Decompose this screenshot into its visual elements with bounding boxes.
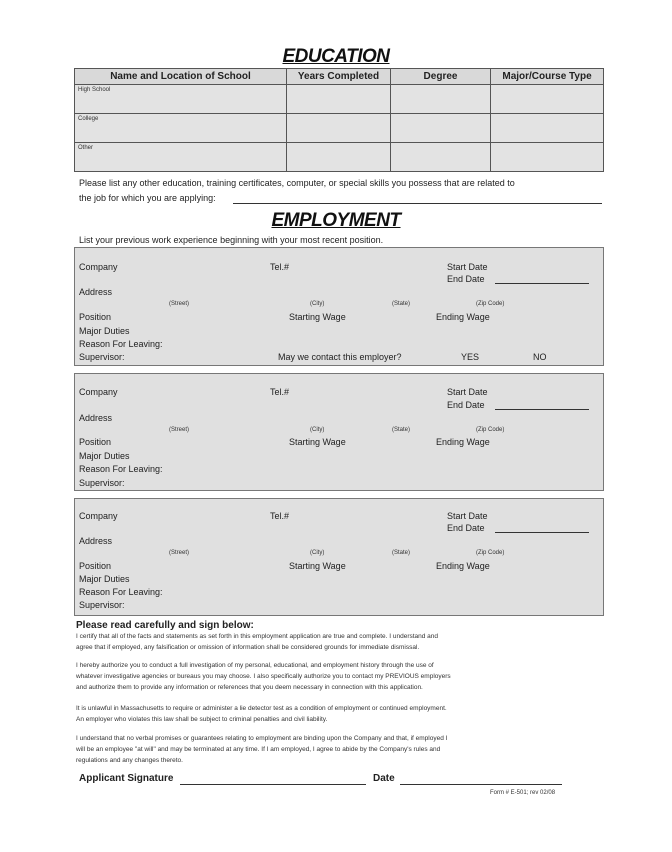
supervisor-label: Supervisor: [79, 600, 125, 610]
row-label-other: Other [78, 145, 94, 151]
street-hint: (Street) [169, 550, 190, 556]
school-field-other[interactable] [75, 143, 287, 172]
at-will-line-2: will be an employee "at will" and may be terminated at any time. If I am employed, I agree to abide by the Company's rules and [76, 746, 441, 753]
contact-question: May we contact this employer? [278, 352, 402, 362]
end-date-input-line[interactable] [495, 409, 589, 410]
ending-wage-label: Ending Wage [436, 437, 490, 447]
school-field-college[interactable] [75, 114, 287, 143]
skills-prompt-line2: the job for which you are applying: [79, 193, 216, 203]
street-hint: (Street) [169, 301, 190, 307]
address-label: Address [79, 287, 113, 297]
end-date-label: End Date [447, 523, 485, 533]
zip-hint: (Zip Code) [476, 301, 505, 307]
education-table [74, 68, 604, 172]
degree-field[interactable] [391, 114, 491, 143]
employer-block-2 [74, 373, 604, 491]
employer-block-3 [74, 498, 604, 616]
major-duties-label: Major Duties [79, 574, 130, 584]
ending-wage-label: Ending Wage [436, 312, 490, 322]
company-label: Company [79, 262, 118, 272]
zip-hint: (Zip Code) [476, 427, 505, 433]
end-date-input-line[interactable] [495, 532, 589, 533]
city-hint: (City) [310, 427, 325, 433]
major-field[interactable] [491, 114, 604, 143]
starting-wage-label: Starting Wage [289, 561, 346, 571]
date-input-line[interactable] [400, 784, 562, 785]
major-field[interactable] [491, 143, 604, 172]
date-label: Date [373, 773, 395, 784]
start-date-label: Start Date [447, 511, 488, 521]
education-row-college [75, 114, 604, 143]
education-title: EDUCATION [282, 46, 390, 67]
lie-detector-line-2: An employer who violates this law shall be subject to criminal penalties and civil liability. [76, 716, 328, 723]
column-header-degree: Degree [391, 69, 491, 85]
city-hint: (City) [310, 301, 325, 307]
company-label: Company [79, 511, 118, 521]
address-label: Address [79, 413, 113, 423]
at-will-paragraph [76, 733, 526, 766]
certification-paragraph [76, 631, 526, 653]
starting-wage-label: Starting Wage [289, 312, 346, 322]
degree-field[interactable] [391, 85, 491, 114]
sign-heading: Please read carefully and sign below: [76, 620, 254, 631]
certification-line-1: I certify that all of the facts and statements as set forth in this employment application are true and complete. I understand and [76, 633, 439, 640]
row-label-high-school: High School [78, 87, 111, 93]
tel-label: Tel.# [270, 387, 290, 397]
state-hint: (State) [392, 427, 411, 433]
contact-yes-option[interactable]: YES [461, 352, 480, 362]
state-hint: (State) [392, 301, 411, 307]
tel-label: Tel.# [270, 262, 290, 272]
position-label: Position [79, 437, 112, 447]
authorization-line-1: I hereby authorize you to conduct a full investigation of my personal, educational, and employment history through the use of [76, 662, 434, 669]
reason-label: Reason For Leaving: [79, 464, 163, 474]
education-header-row [75, 69, 604, 85]
reason-label: Reason For Leaving: [79, 587, 163, 597]
end-date-input-line[interactable] [495, 283, 589, 284]
authorization-paragraph [76, 660, 526, 693]
reason-label: Reason For Leaving: [79, 339, 163, 349]
tel-label: Tel.# [270, 511, 290, 521]
end-date-label: End Date [447, 274, 485, 284]
major-field[interactable] [491, 85, 604, 114]
column-header-major: Major/Course Type [491, 69, 604, 85]
at-will-line-3: regulations and any changes thereto. [76, 757, 183, 764]
years-field[interactable] [287, 85, 391, 114]
street-hint: (Street) [169, 427, 190, 433]
form-number: Form # E-501; rev 02/08 [490, 790, 556, 796]
state-hint: (State) [392, 550, 411, 556]
school-field-high-school[interactable] [75, 85, 287, 114]
supervisor-label: Supervisor: [79, 352, 125, 362]
position-label: Position [79, 312, 112, 322]
column-header-school: Name and Location of School [75, 69, 287, 85]
employer-block-1 [74, 247, 604, 366]
education-row-high-school [75, 85, 604, 114]
applicant-signature-label: Applicant Signature [79, 773, 174, 784]
certification-line-2: agree that if employed, any falsification or omission of information shall be considered grounds for immediate dismissal. [76, 644, 420, 651]
at-will-line-1: I understand that no verbal promises or guarantees relating to employment are binding upon the Company and that, if employed I [76, 735, 448, 742]
zip-hint: (Zip Code) [476, 550, 505, 556]
start-date-label: Start Date [447, 387, 488, 397]
years-field[interactable] [287, 143, 391, 172]
city-hint: (City) [310, 550, 325, 556]
position-label: Position [79, 561, 112, 571]
major-duties-label: Major Duties [79, 451, 130, 461]
employment-title: EMPLOYMENT [271, 210, 401, 231]
starting-wage-label: Starting Wage [289, 437, 346, 447]
major-duties-label: Major Duties [79, 326, 130, 336]
years-field[interactable] [287, 114, 391, 143]
authorization-line-3: and authorize them to provide any information or references that you deem necessary in connection with this application. [76, 684, 423, 691]
degree-field[interactable] [391, 143, 491, 172]
employment-intro: List your previous work experience beginning with your most recent position. [79, 235, 384, 245]
applicant-signature-line[interactable] [180, 784, 366, 785]
end-date-label: End Date [447, 400, 485, 410]
skills-input-line[interactable] [233, 203, 602, 204]
supervisor-label: Supervisor: [79, 478, 125, 488]
ending-wage-label: Ending Wage [436, 561, 490, 571]
start-date-label: Start Date [447, 262, 488, 272]
contact-no-option[interactable]: NO [533, 352, 547, 362]
education-row-other [75, 143, 604, 172]
company-label: Company [79, 387, 118, 397]
skills-prompt-line1: Please list any other education, training certificates, computer, or special skills you possess that are related to [79, 178, 515, 188]
lie-detector-line-1: It is unlawful in Massachusetts to require or administer a lie detector test as a condition of employment or continued employment. [76, 705, 447, 712]
lie-detector-paragraph [76, 703, 526, 725]
authorization-line-2: whatever investigative agencies or bureaus you may choose. I also specifically authorize you to contact my PREVIOUS employers [76, 673, 451, 680]
address-label: Address [79, 536, 113, 546]
column-header-years: Years Completed [287, 69, 391, 85]
row-label-college: College [78, 116, 99, 122]
